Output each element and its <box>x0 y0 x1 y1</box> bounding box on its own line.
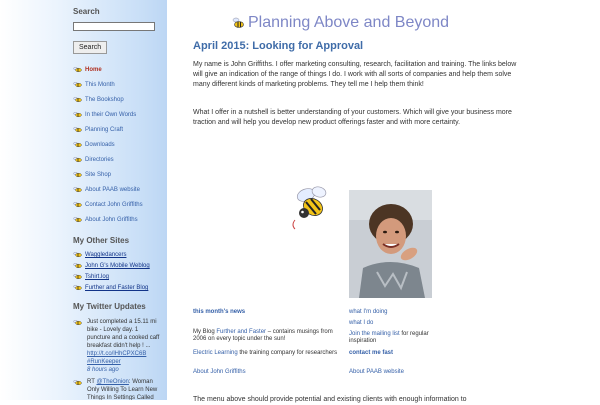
bee-bullet-icon <box>73 187 82 192</box>
sidebar-nav-item[interactable] <box>73 127 123 133</box>
what-im-doing-link[interactable]: what I'm doing <box>349 309 388 315</box>
other-site-label: John G's Mobile Weblog <box>85 263 150 270</box>
post-paragraph: The menu above should provide potential and existing clients with enough information to <box>193 396 467 403</box>
sidebar-nav-label: Planning Craft <box>85 127 124 134</box>
blog-link[interactable]: Further and Faster <box>216 329 267 335</box>
learning-link[interactable]: Electric Learning <box>193 350 238 356</box>
sidebar-nav-item[interactable] <box>73 157 114 163</box>
sidebar-nav-label: About PAAB website <box>85 187 140 194</box>
other-site-link[interactable] <box>73 274 109 280</box>
mailing-list-link[interactable]: Join the mailing list <box>349 331 400 337</box>
tweet-link[interactable]: http://t.co/lHhCPXC6B <box>87 351 147 357</box>
tweet-time[interactable]: 8 hours ago <box>87 367 119 373</box>
sidebar-nav-label: The Bookshop <box>85 97 124 104</box>
bee-bullet-icon <box>73 172 82 177</box>
sidebar-nav-label: In their Own Words <box>85 112 137 119</box>
other-site-link[interactable] <box>73 285 148 291</box>
bee-illustration <box>289 183 339 238</box>
blog-description <box>193 329 343 343</box>
bee-bullet-icon <box>73 320 82 325</box>
bee-bullet-icon <box>73 127 82 132</box>
bee-bullet-icon <box>73 285 82 290</box>
bee-logo-icon <box>231 16 245 34</box>
bee-bullet-icon <box>73 252 82 257</box>
about-paab-link[interactable]: About PAAB website <box>349 369 404 375</box>
tweet-hashtag[interactable]: #RunKeeper <box>87 359 121 365</box>
bee-bullet-icon <box>73 142 82 147</box>
blog-prefix: My Blog <box>193 329 217 335</box>
bee-bullet-icon <box>73 217 82 222</box>
what-i-do-link[interactable]: what I do <box>349 320 374 326</box>
sidebar-nav-item[interactable] <box>73 217 138 223</box>
sidebar-nav-label: Downloads <box>85 142 115 149</box>
sidebar-nav-item[interactable] <box>73 142 115 148</box>
bee-bullet-icon <box>73 97 82 102</box>
bee-bullet-icon <box>73 380 82 385</box>
post-title: April 2015: Looking for Approval <box>193 40 364 52</box>
other-sites-heading: My Other Sites <box>73 236 130 245</box>
sidebar-nav-item[interactable] <box>73 67 102 73</box>
other-site-label: Waggledancers <box>85 252 127 259</box>
tweet-item <box>73 318 163 374</box>
sidebar-nav-item[interactable] <box>73 82 115 88</box>
bee-bullet-icon <box>73 112 82 117</box>
bee-bullet-icon <box>73 157 82 162</box>
tweet-prefix: RT <box>87 379 97 385</box>
search-button[interactable]: Search <box>73 41 107 54</box>
profile-photo <box>349 190 432 298</box>
blog-suffix: – contains musings from 2006 on every topic under the sun! <box>193 329 333 342</box>
bee-bullet-icon <box>73 274 82 279</box>
bee-bullet-icon <box>73 263 82 268</box>
about-john-link[interactable]: About John Griffiths <box>193 369 246 375</box>
learning-suffix: the training company for researchers <box>237 350 338 356</box>
sidebar-nav-label: This Month <box>85 82 115 89</box>
tweet-text: : Woman Only Willing To Learn New Things In Settings Called <box>87 379 158 400</box>
sidebar-nav-item[interactable] <box>73 172 111 178</box>
mailing-suffix: for regular inspiration <box>349 331 429 344</box>
sidebar-nav-item[interactable] <box>73 112 136 118</box>
tweet-text: Just completed a 15.11 mi bike - Lovely day. 1 puncture and a cooked caff breakfast didn't help ! ... <box>87 319 160 349</box>
bee-bullet-icon <box>73 202 82 207</box>
site-title-text: Planning Above and Beyond <box>248 14 450 31</box>
learning-description <box>193 350 343 357</box>
other-site-link[interactable] <box>73 263 150 269</box>
other-site-link[interactable] <box>73 252 126 258</box>
sidebar <box>0 0 167 400</box>
search-input[interactable] <box>73 22 155 31</box>
twitter-heading: My Twitter Updates <box>73 302 146 311</box>
bee-bullet-icon <box>73 67 82 72</box>
search-heading: Search <box>73 7 100 16</box>
tweet-item <box>73 378 163 400</box>
post-paragraph: My name is John Griffiths. I offer marketing consulting, research, facilitation and training. The links below will give an indication of the range of things I do. I work with all sorts of companies and help them solve many different kinds of marketing problems. They tell me I help them think! <box>193 61 517 88</box>
other-site-label: Further and Faster Blog <box>85 285 149 292</box>
sidebar-nav-label: Site Shop <box>85 172 112 179</box>
site-title[interactable] <box>248 14 449 32</box>
sidebar-nav-item[interactable] <box>73 97 124 103</box>
sidebar-nav-label: Directories <box>85 157 114 164</box>
bee-bullet-icon <box>73 82 82 87</box>
sidebar-nav-label: Contact John Griffiths <box>85 202 143 209</box>
contact-link[interactable]: contact me fast <box>349 350 394 356</box>
sidebar-nav-label: Home <box>85 67 102 74</box>
tweet-handle[interactable]: @TheOnion <box>96 379 129 385</box>
mailing-description <box>349 331 449 345</box>
news-heading-link[interactable]: this month's news <box>193 309 246 315</box>
sidebar-nav-item[interactable] <box>73 202 143 208</box>
sidebar-nav-label: About John Griffiths <box>85 217 138 224</box>
sidebar-nav-item[interactable] <box>73 187 140 193</box>
post-paragraph: What I offer in a nutshell is better understanding of your customers. Which will give your business more traction and will help you develop new product offerings faster and with more certainty. <box>193 109 512 126</box>
other-site-label: Tshirt.log <box>85 274 110 281</box>
